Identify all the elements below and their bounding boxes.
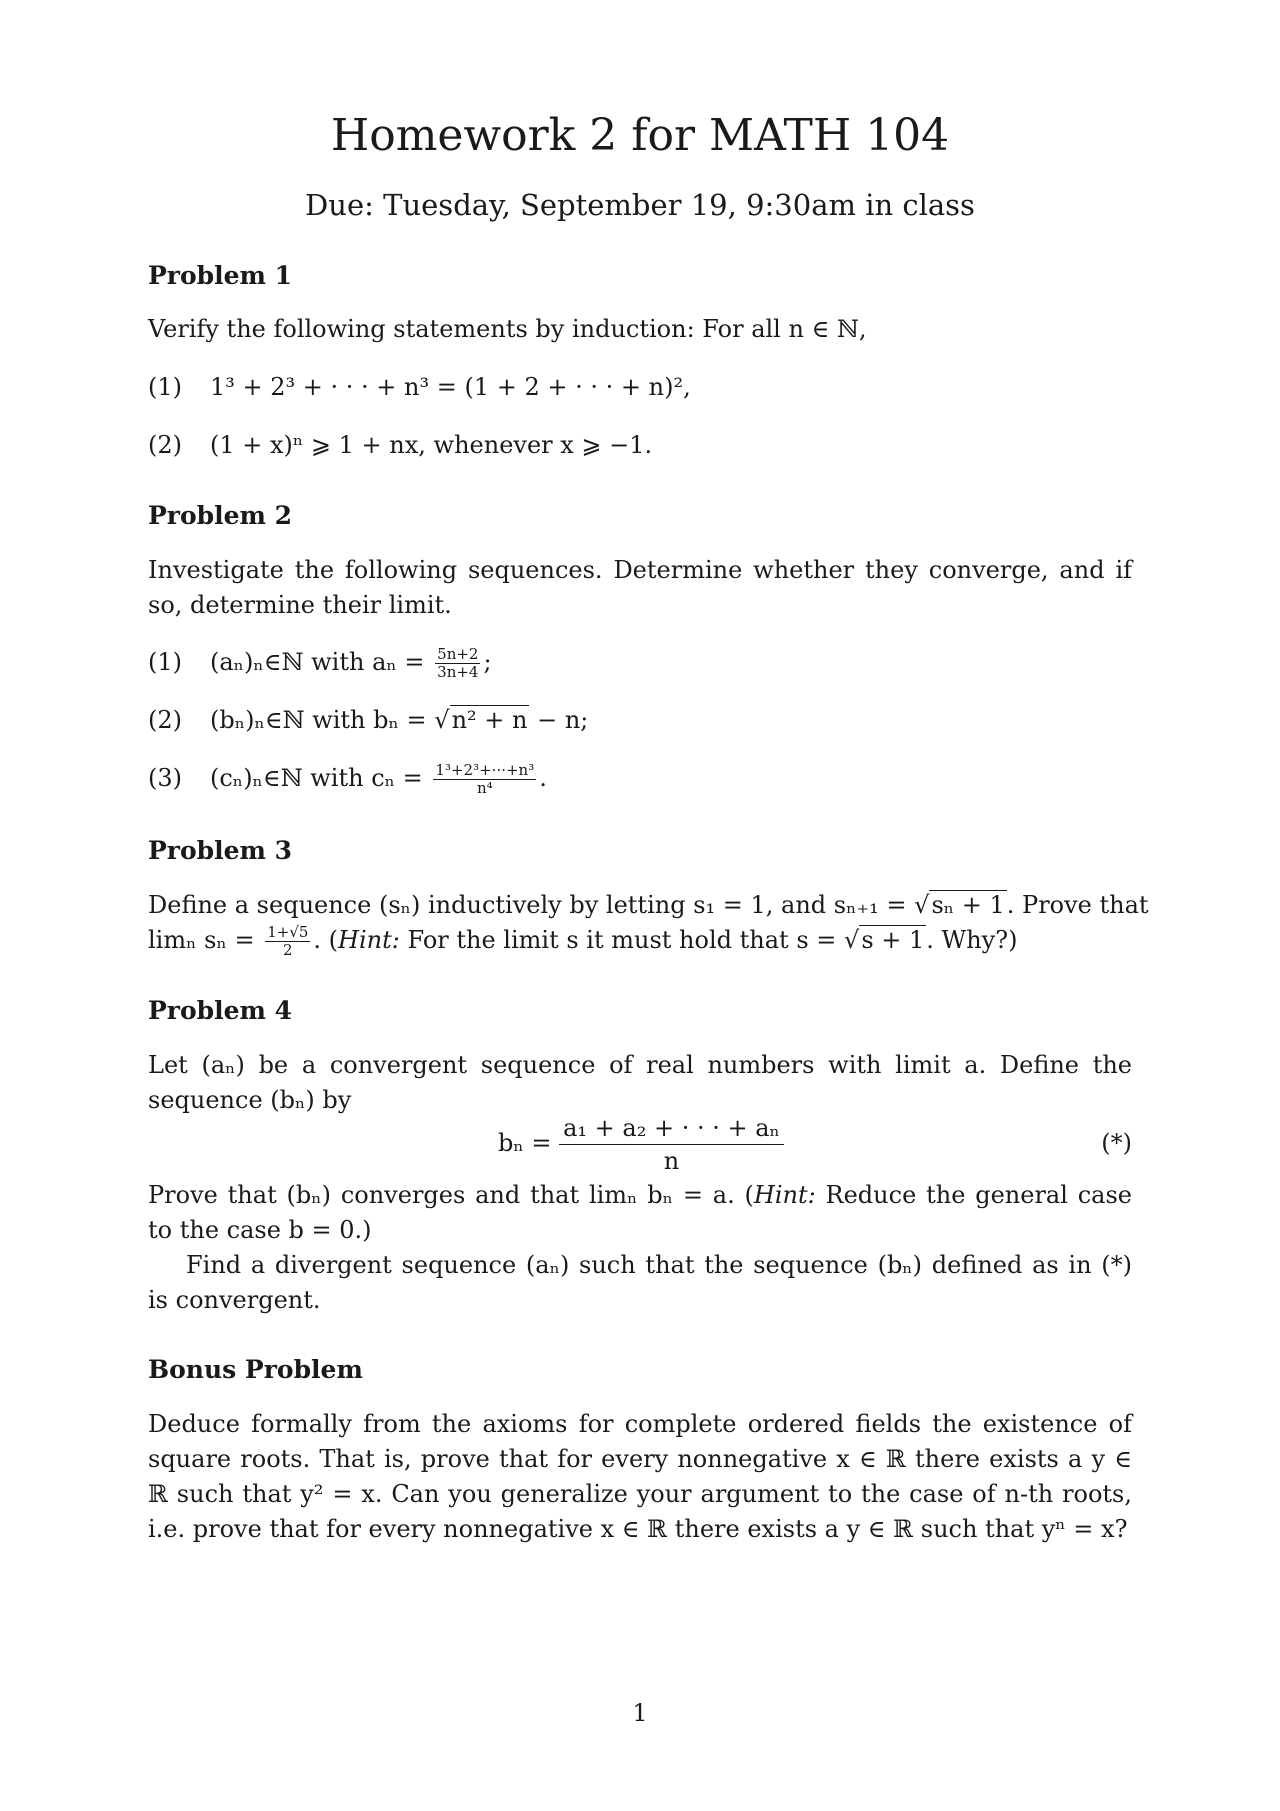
item-trail: ; [483, 648, 492, 676]
problem-4-heading: Problem 4 [148, 996, 293, 1025]
item-trail: − n; [537, 706, 589, 734]
item-trail: . [539, 764, 547, 792]
hint-label: Hint: [753, 1181, 816, 1209]
radicand: n² + n [451, 706, 528, 734]
item-text: 1³ + 2³ + · · · + n³ = (1 + 2 + · · · + n)², [210, 373, 691, 401]
problem-1-intro-text: Verify the following statements by induction: For all n ∈ ℕ, [148, 315, 867, 343]
text-segment: Prove that (bₙ) converges and that limₙ bₙ = a. ( [148, 1181, 754, 1209]
item-number: (1) [148, 373, 182, 401]
problem-3-text [148, 888, 1149, 959]
radicand: s + 1 [861, 926, 925, 954]
problem-2-item-1 [148, 645, 1132, 681]
fraction-denominator: n⁴ [476, 779, 493, 797]
problem-2-item-2 [148, 703, 1132, 739]
equation-fraction [559, 1112, 784, 1177]
fraction-denominator: n [663, 1147, 680, 1175]
problem-4-intro-text: Let (aₙ) be a convergent sequence of real numbers with limit a. Define the sequence (bₙ) by [148, 1051, 1132, 1114]
text-segment: Define a sequence (sₙ) inductively by letting s₁ = 1, and sₙ₊₁ = [148, 891, 907, 919]
item-number: (3) [148, 764, 182, 792]
problem-4-intro [148, 1048, 1132, 1118]
fraction-numerator: 5n+2 [437, 645, 479, 663]
text-segment: . ( [313, 926, 339, 954]
problem-4-equation [148, 1112, 1132, 1176]
problem-3-heading: Problem 3 [148, 836, 293, 865]
hint-label: Hint: [338, 926, 400, 954]
fraction-numerator: a₁ + a₂ + · · · + aₙ [559, 1112, 784, 1145]
fraction [265, 924, 310, 959]
problem-2-intro-text: Investigate the following sequences. Determine whether they converge, and if so, determine their limit. [148, 556, 1132, 619]
text-segment: . Why?) [926, 926, 1018, 954]
item-number: (2) [148, 706, 182, 734]
bonus-problem-heading: Bonus Problem [148, 1355, 363, 1384]
due-date: Due: Tuesday, September 19, 9:30am in class [305, 188, 975, 222]
radicand: sₙ + 1 [931, 891, 1005, 919]
problem-4-proof-text [148, 1178, 1132, 1318]
item-number: (2) [148, 431, 182, 459]
problem-4-second-para: Find a divergent sequence (aₙ) such that the sequence (bₙ) defined as in (*) is convergent. [148, 1251, 1132, 1314]
fraction-numerator: 1+√5 [267, 923, 309, 941]
item-lead: (cₙ)ₙ∈ℕ with cₙ = [210, 764, 423, 792]
document-title: Homework 2 for MATH 104 [330, 110, 950, 161]
page-number: 1 [632, 1699, 648, 1727]
fraction [433, 762, 536, 797]
problem-1-intro [148, 312, 1132, 347]
problem-1-item-2 [148, 428, 1132, 464]
text-segment: . Prove that [1006, 891, 1149, 919]
square-root: √sₙ + 1 [914, 891, 1005, 919]
problem-1-heading: Problem 1 [148, 261, 293, 290]
problem-3-line-2 [148, 923, 1132, 959]
text-segment: For the limit s it must hold that s = [399, 926, 837, 954]
problem-2-heading: Problem 2 [148, 501, 293, 530]
equation-tag: (*) [1101, 1129, 1132, 1157]
fraction-denominator: 3n+4 [437, 663, 479, 681]
square-root: √s + 1 [844, 926, 925, 954]
item-number: (1) [148, 648, 182, 676]
item-lead: (aₙ)ₙ∈ℕ with aₙ = [210, 648, 425, 676]
bonus-problem-text [148, 1407, 1132, 1547]
fraction-numerator: 1³+2³+···+n³ [435, 761, 535, 779]
square-root: √n² + n [434, 706, 528, 734]
item-text: (1 + x)ⁿ ⩾ 1 + nx, whenever x ⩾ −1. [210, 431, 653, 459]
fraction-denominator: 2 [283, 941, 293, 959]
item-lead: (bₙ)ₙ∈ℕ with bₙ = [210, 706, 427, 734]
problem-1-item-1 [148, 370, 1132, 406]
equation-lhs: bₙ = [498, 1129, 552, 1157]
text-segment: limₙ sₙ = [148, 926, 255, 954]
problem-4-prove-para [148, 1178, 1132, 1248]
text-segment: Reduce the general case to the case b = 0.) [148, 1181, 1132, 1244]
problem-2-item-3 [148, 761, 1132, 797]
bonus-problem-paragraph: Deduce formally from the axioms for complete ordered fields the existence of square roots. That is, prove that for every nonnegative x ∈ ℝ there exists a y ∈ ℝ such that y² = x. Can you generalize your argument to the case of n-th roots, i.e. prove that for every nonnegative x ∈ ℝ there exists a y ∈ ℝ such that yⁿ = x? [148, 1410, 1132, 1543]
equation-body [498, 1112, 784, 1177]
problem-3-line-1 [148, 888, 1149, 923]
fraction [435, 646, 480, 681]
problem-2-intro [148, 553, 1132, 623]
